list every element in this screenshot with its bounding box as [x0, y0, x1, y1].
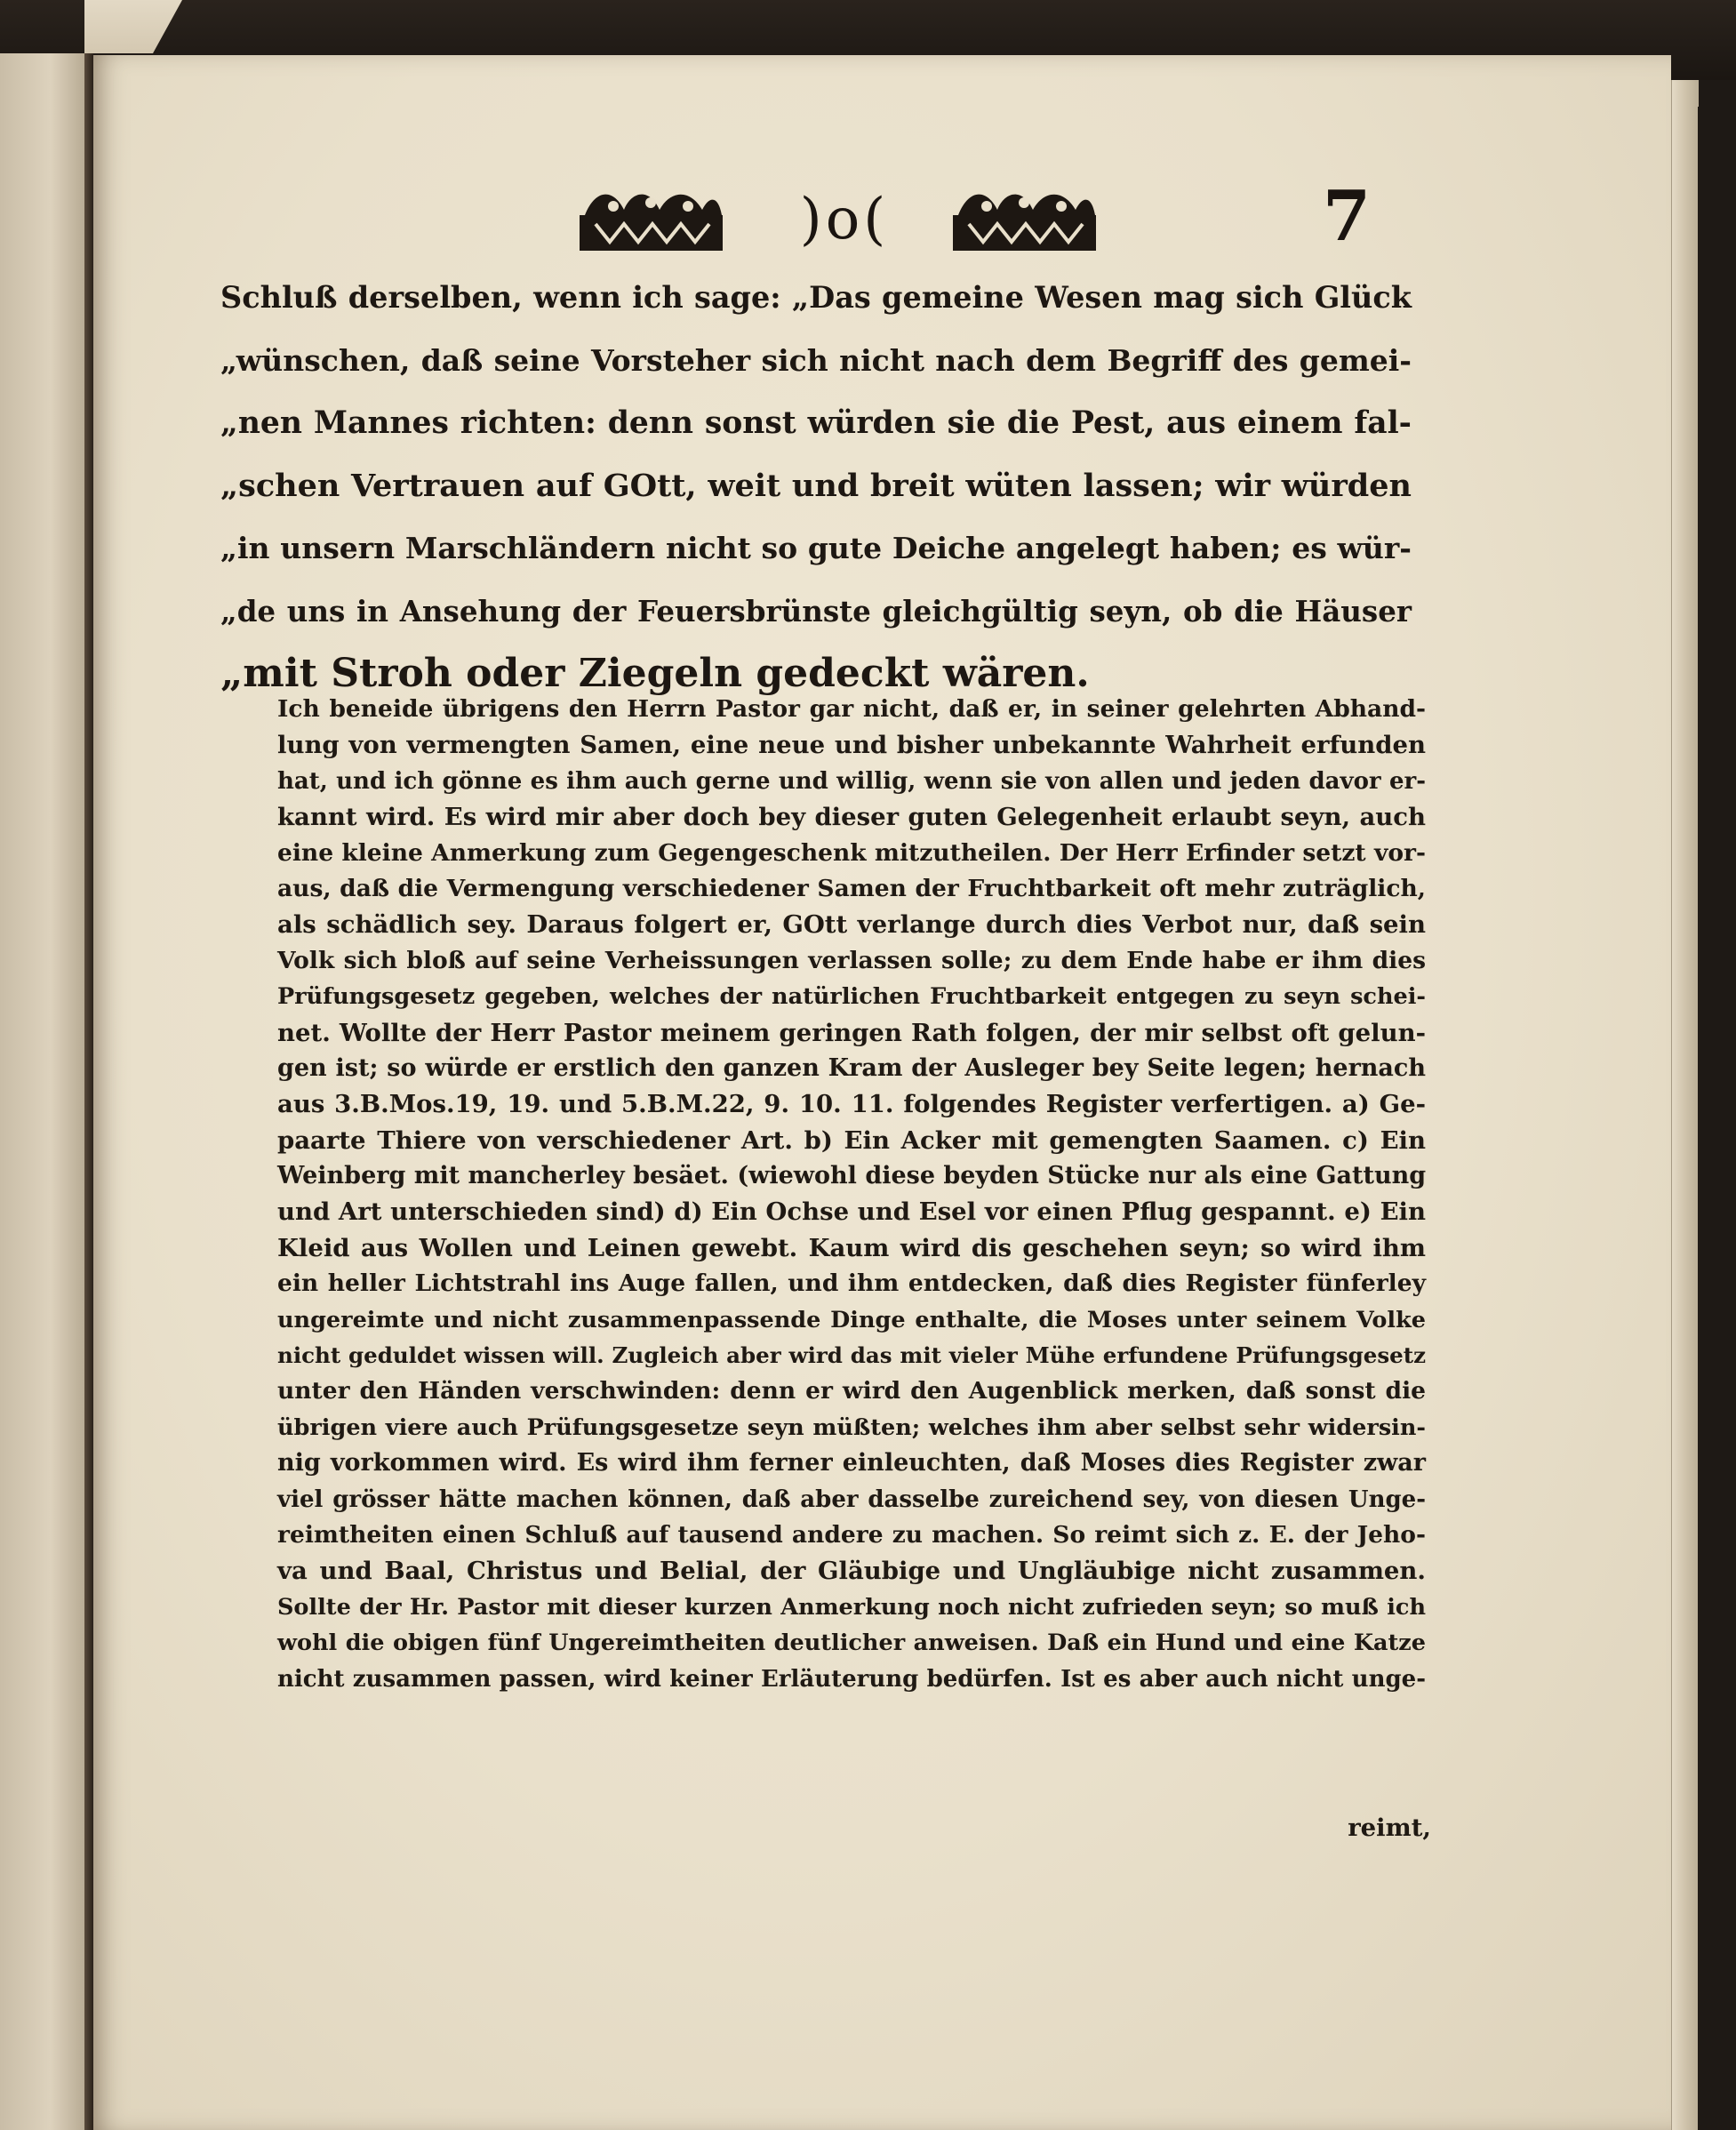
body-line: reimtheiten einen Schluß auf tausend andere zu machen. So reimt sich z. E. der Jeho-	[277, 1520, 1426, 1549]
body-line: unter den Händen verschwinden: denn er wird den Augenblick merken, daß sonst die	[277, 1377, 1426, 1405]
body-line: paarte Thiere von verschiedener Art. b) Ein Acker mit gemengten Saamen. c) Ein	[277, 1125, 1426, 1155]
book-gutter	[84, 53, 93, 2130]
body-line: Prüfungsgesetz gegeben, welches der natürlichen Fruchtbarkeit entgegen zu seyn schei-	[277, 983, 1426, 1011]
body-line: als schädlich sey. Daraus folgert er, GOtt verlange durch dies Verbot nur, daß sein	[277, 910, 1426, 940]
body-line: ungereimte und nicht zusammenpassende Dinge enthalte, die Moses unter seinem Volke	[277, 1306, 1426, 1333]
catchword: reimt,	[1348, 1814, 1431, 1842]
body-line: viel grösser hätte machen können, daß aber dasselbe zureichend sey, von diesen Unge-	[277, 1485, 1426, 1513]
page-number: 7	[1322, 176, 1372, 257]
scan-backdrop-right	[1698, 107, 1736, 2130]
body-line: Sollte der Hr. Pastor mit dieser kurzen Anmerkung noch nicht zufrieden seyn; so muß ich	[277, 1593, 1426, 1621]
body-line: kannt wird. Es wird mir aber doch bey dieser guten Gelegenheit erlaubt seyn, auch	[277, 803, 1426, 832]
body-line: übrigen viere auch Prüfungsgesetze seyn müßten; welches ihm aber selbst sehr widersin-	[277, 1413, 1426, 1441]
body-paragraph	[277, 692, 1426, 1697]
body-line: nicht zusammen passen, wird keiner Erläuterung bedürfen. Ist es aber auch nicht unge-	[277, 1665, 1426, 1693]
header-ornament-left-icon	[578, 183, 724, 256]
quote-line: „in unsern Marschländern nicht so gute Deiche angelegt haben; es wür-	[220, 531, 1412, 565]
header-ornament-right-icon	[951, 183, 1098, 256]
quote-line: „wünschen, daß seine Vorsteher sich nicht nach dem Begriff des gemei-	[220, 342, 1412, 378]
quote-line: „schen Vertrauen auf GOtt, weit und breit wüten lassen; wir würden	[220, 467, 1412, 504]
body-line: nig vorkommen wird. Es wird ihm ferner einleuchten, daß Moses dies Register zwar	[277, 1449, 1426, 1477]
body-line: net. Wollte der Herr Pastor meinem geringen Rath folgen, der mir selbst oft gelun-	[277, 1018, 1426, 1047]
body-line: Volk sich bloß auf seine Verheissungen verlassen solle; zu dem Ende habe er ihm dies	[277, 946, 1426, 974]
body-line: eine kleine Anmerkung zum Gegengeschenk mitzutheilen. Der Herr Erfinder setzt vor-	[277, 838, 1426, 867]
body-line: aus, daß die Vermengung verschiedener Samen der Fruchtbarkeit oft mehr zuträglich,	[277, 874, 1426, 902]
body-line: lung von vermengten Samen, eine neue und bisher unbekannte Wahrheit erfunden	[277, 731, 1426, 760]
quotation-paragraph	[220, 267, 1412, 706]
body-line: hat, und ich gönne es ihm auch gerne und willig, wenn sie von allen und jeden davor er-	[277, 767, 1426, 795]
header-center-mark: )o(	[799, 187, 890, 252]
body-line: va und Baal, Christus und Belial, der Gläubige und Ungläubige nicht zusammen.	[277, 1557, 1426, 1586]
quote-line: „mit Stroh oder Ziegeln gedeckt wären.	[220, 651, 1090, 696]
body-line: und Art unterschieden sind) d) Ein Ochse und Esel vor einen Pflug gespannt. e) Ein	[277, 1197, 1426, 1227]
quote-line: Schluß derselben, wenn ich sage: „Das gemeine Wesen mag sich Glück	[220, 280, 1412, 315]
running-header	[578, 174, 1378, 272]
body-line: Weinberg mit mancherley besäet. (wiewohl diese beyden Stücke nur als eine Gattung	[277, 1162, 1427, 1190]
body-line: wohl die obigen fünf Ungereimtheiten deutlicher anweisen. Daß ein Hund und eine Katze	[277, 1630, 1426, 1657]
body-line: aus 3.B.Mos.19, 19. und 5.B.M.22, 9. 10. 11. folgendes Register verfertigen. a) Ge-	[277, 1090, 1426, 1119]
quote-line: „de uns in Ansehung der Feuersbrünste gleichgültig seyn, ob die Häuser	[220, 593, 1412, 629]
page-stack-edge	[1671, 80, 1699, 2130]
body-line: gen ist; so würde er erstlich den ganzen Kram der Ausleger bey Seite legen; hernach	[277, 1053, 1426, 1082]
body-line: ein heller Lichtstrahl ins Auge fallen, und ihm entdecken, daß dies Register fünferley	[277, 1269, 1426, 1298]
body-line: nicht geduldet wissen will. Zugleich aber wird das mit vieler Mühe erfundene Prüfungsgesetz	[277, 1342, 1426, 1369]
body-line: Ich beneide übrigens den Herrn Pastor gar nicht, daß er, in seiner gelehrten Abhand-	[277, 695, 1426, 723]
facing-page-edge	[0, 53, 84, 2130]
quote-line: „nen Mannes richten: denn sonst würden sie die Pest, aus einem fal-	[220, 405, 1412, 441]
body-line: Kleid aus Wollen und Leinen gewebt. Kaum wird dis geschehen seyn; so wird ihm	[277, 1233, 1426, 1262]
